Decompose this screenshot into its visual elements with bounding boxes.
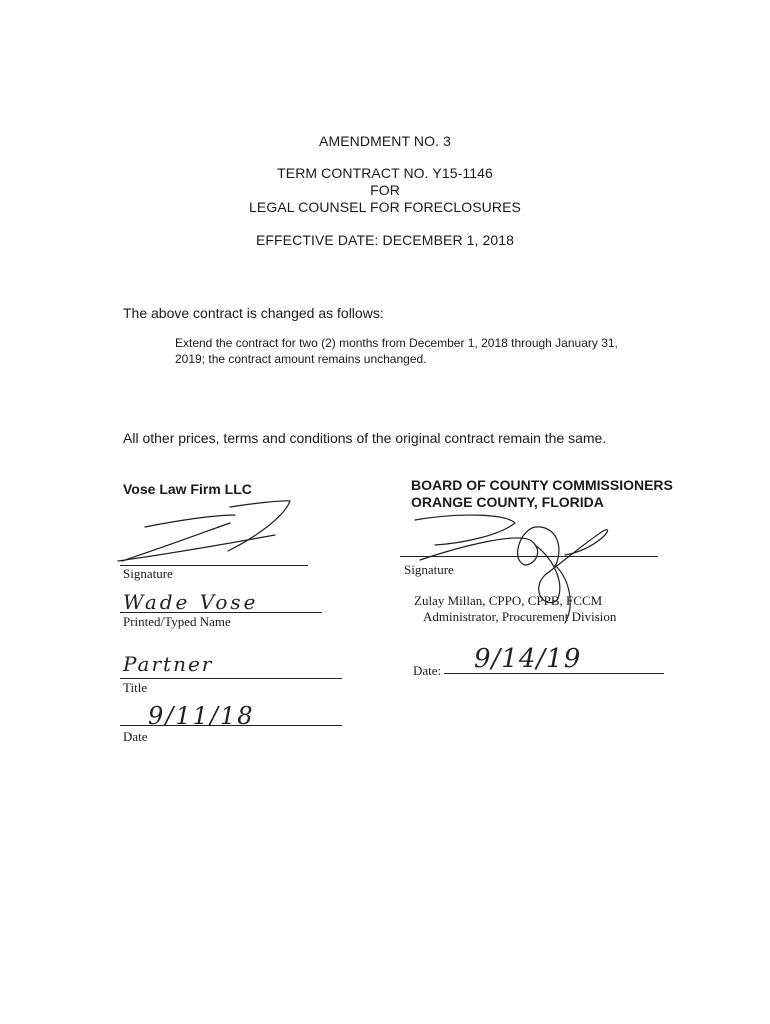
amendment-number: AMENDMENT NO. 3 — [319, 133, 451, 149]
right-party-name-line2: ORANGE COUNTY, FLORIDA — [411, 494, 604, 510]
right-date-line — [444, 673, 664, 674]
left-title-line — [120, 678, 342, 679]
left-signature-label: Signature — [123, 566, 173, 581]
right-party-name-line1: BOARD OF COUNTY COMMISSIONERS — [411, 477, 673, 493]
left-printed-name-line — [120, 612, 322, 613]
right-date-label: Date: — [413, 663, 442, 678]
left-date-line — [120, 725, 342, 726]
effective-date: EFFECTIVE DATE: DECEMBER 1, 2018 — [255, 232, 515, 248]
contract-number: TERM CONTRACT NO. Y15-1146 — [277, 165, 493, 181]
change-line-2: 2019; the contract amount remains unchanged. — [175, 352, 427, 366]
left-printed-name-handwritten: Wade Vose — [123, 590, 259, 614]
intro-text: The above contract is changed as follows: — [123, 305, 384, 321]
right-signature-label: Signature — [404, 562, 454, 577]
contract-for: FOR — [370, 182, 400, 198]
left-title-handwritten: Partner — [123, 652, 214, 676]
change-line-1: Extend the contract for two (2) months from December 1, 2018 through January 31, — [175, 336, 618, 350]
left-date-handwritten: 9/11/18 — [148, 702, 255, 730]
right-signer-name: Zulay Millan, CPPO, CPPB, FCCM — [414, 593, 603, 608]
right-signer-title: Administrator, Procurement Division — [423, 609, 617, 624]
left-signature — [110, 495, 310, 570]
contract-subject: LEGAL COUNSEL FOR FORECLOSURES — [249, 199, 521, 215]
left-party-name: Vose Law Firm LLC — [123, 481, 252, 497]
right-signature-line — [400, 556, 658, 557]
left-title-label: Title — [123, 680, 148, 695]
left-date-label: Date — [123, 729, 148, 744]
left-printed-name-label: Printed/Typed Name — [123, 614, 231, 629]
right-date-handwritten: 9/14/19 — [474, 644, 582, 674]
closing-text: All other prices, terms and conditions of the original contract remain the same. — [123, 430, 607, 446]
